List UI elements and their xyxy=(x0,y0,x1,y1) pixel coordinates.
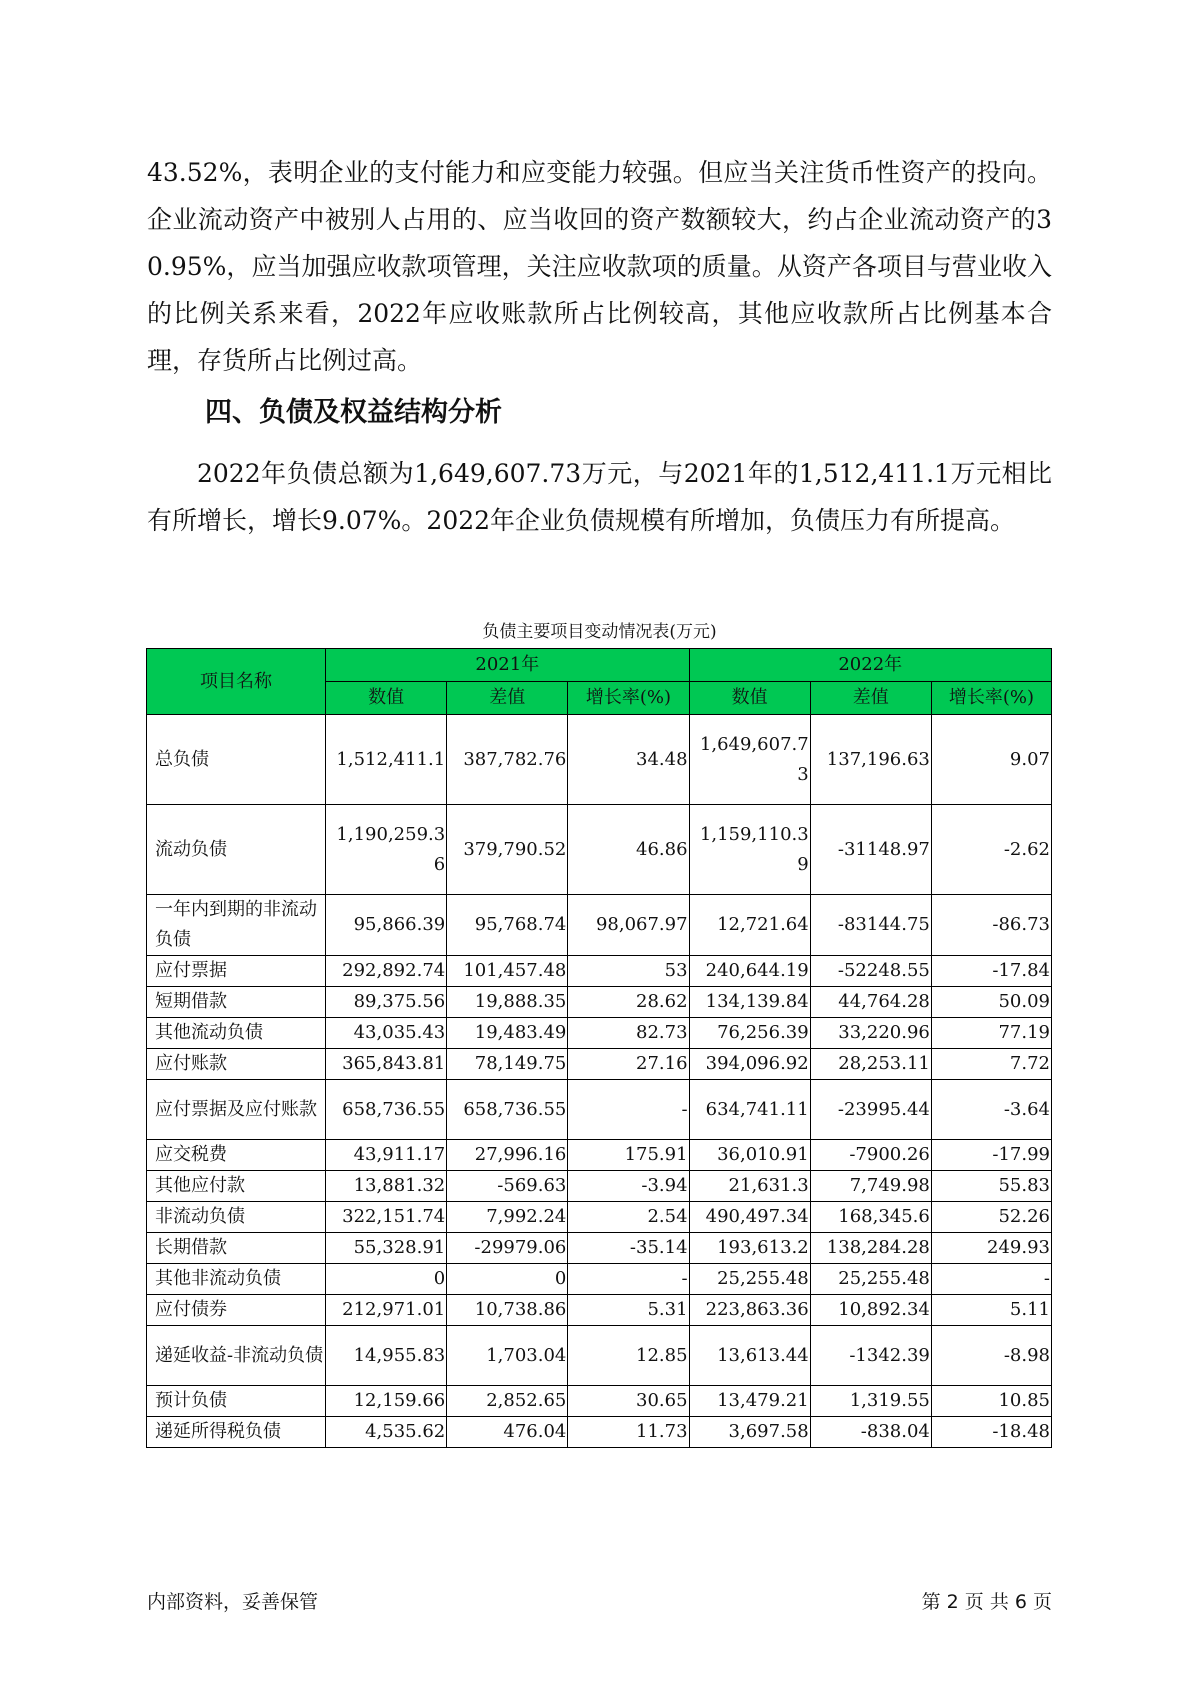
cell-diff-2022: 168,345.6 xyxy=(810,1202,931,1233)
cell-rate-2022: 52.26 xyxy=(931,1202,1051,1233)
cell-value-2021: 658,736.55 xyxy=(326,1080,447,1140)
row-item-name: 预计负债 xyxy=(147,1386,326,1417)
cell-value-2022: 193,613.2 xyxy=(689,1233,810,1264)
cell-value-2022: 1,159,110.39 xyxy=(689,805,810,895)
table-row xyxy=(147,1140,1052,1171)
cell-rate-2021: 30.65 xyxy=(568,1386,689,1417)
cell-rate-2022: -17.84 xyxy=(931,956,1051,987)
cell-diff-2022: -1342.39 xyxy=(810,1326,931,1386)
cell-rate-2021: 11.73 xyxy=(568,1417,689,1448)
table-row xyxy=(147,1049,1052,1080)
cell-value-2021: 1,512,411.1 xyxy=(326,715,447,805)
cell-value-2022: 223,863.36 xyxy=(689,1295,810,1326)
row-item-name: 递延所得税负债 xyxy=(147,1417,326,1448)
cell-rate-2021: 82.73 xyxy=(568,1018,689,1049)
cell-rate-2021: 46.86 xyxy=(568,805,689,895)
cell-rate-2022: 9.07 xyxy=(931,715,1051,805)
cell-rate-2021: 34.48 xyxy=(568,715,689,805)
table-header-row-years xyxy=(147,649,1052,682)
footer-confidential: 内部资料，妥善保管 xyxy=(147,1591,319,1613)
cell-rate-2021: - xyxy=(568,1264,689,1295)
cell-rate-2022: 249.93 xyxy=(931,1233,1051,1264)
table-row xyxy=(147,805,1052,895)
cell-diff-2021: 379,790.52 xyxy=(447,805,568,895)
cell-value-2022: 134,139.84 xyxy=(689,987,810,1018)
cell-value-2022: 240,644.19 xyxy=(689,956,810,987)
cell-value-2022: 13,479.21 xyxy=(689,1386,810,1417)
header-value-2022: 数值 xyxy=(689,682,810,715)
cell-diff-2021: 78,149.75 xyxy=(447,1049,568,1080)
cell-value-2022: 76,256.39 xyxy=(689,1018,810,1049)
cell-diff-2022: -31148.97 xyxy=(810,805,931,895)
cell-diff-2021: 2,852.65 xyxy=(447,1386,568,1417)
table-row xyxy=(147,1080,1052,1140)
header-year-2022: 2022年 xyxy=(689,649,1051,682)
cell-value-2022: 21,631.3 xyxy=(689,1171,810,1202)
cell-rate-2021: 175.91 xyxy=(568,1140,689,1171)
cell-value-2021: 322,151.74 xyxy=(326,1202,447,1233)
row-item-name: 应付票据 xyxy=(147,956,326,987)
cell-rate-2022: 77.19 xyxy=(931,1018,1051,1049)
cell-value-2022: 634,741.11 xyxy=(689,1080,810,1140)
table-body xyxy=(147,715,1052,1448)
cell-rate-2022: 5.11 xyxy=(931,1295,1051,1326)
cell-diff-2021: 0 xyxy=(447,1264,568,1295)
cell-value-2021: 43,911.17 xyxy=(326,1140,447,1171)
cell-value-2021: 43,035.43 xyxy=(326,1018,447,1049)
intro-paragraph: 43.52%，表明企业的支付能力和应变能力较强。但应当关注货币性资产的投向。企业流动资产中被别人占用的、应当收回的资产数额较大，约占企业流动资产的30.95%，应当加强应收款项管理，关注应收款项的质量。从资产各项目与营业收入的比例关系来看，2022年应收账款所占比例较高，其他应收款所占比例基本合理，存货所占比例过高。 xyxy=(147,158,1052,375)
table-caption: 负债主要项目变动情况表(万元) xyxy=(482,622,717,642)
cell-value-2021: 12,159.66 xyxy=(326,1386,447,1417)
table-row xyxy=(147,1202,1052,1233)
cell-diff-2022: 1,319.55 xyxy=(810,1386,931,1417)
row-item-name: 非流动负债 xyxy=(147,1202,326,1233)
row-item-name: 应付债券 xyxy=(147,1295,326,1326)
header-diff-2022: 差值 xyxy=(810,682,931,715)
cell-value-2022: 3,697.58 xyxy=(689,1417,810,1448)
cell-rate-2021: 98,067.97 xyxy=(568,895,689,956)
cell-diff-2022: 28,253.11 xyxy=(810,1049,931,1080)
cell-rate-2021: - xyxy=(568,1080,689,1140)
row-item-name: 应付票据及应付账款 xyxy=(147,1080,326,1140)
cell-rate-2022: -3.64 xyxy=(931,1080,1051,1140)
cell-value-2022: 13,613.44 xyxy=(689,1326,810,1386)
cell-value-2021: 55,328.91 xyxy=(326,1233,447,1264)
cell-rate-2022: - xyxy=(931,1264,1051,1295)
cell-diff-2022: 33,220.96 xyxy=(810,1018,931,1049)
header-rate-2021: 增长率(%) xyxy=(568,682,689,715)
row-item-name: 短期借款 xyxy=(147,987,326,1018)
cell-value-2021: 292,892.74 xyxy=(326,956,447,987)
cell-rate-2022: -86.73 xyxy=(931,895,1051,956)
footer-page-number: 第 2 页 共 6 页 xyxy=(921,1591,1052,1613)
cell-diff-2021: 658,736.55 xyxy=(447,1080,568,1140)
cell-diff-2022: -7900.26 xyxy=(810,1140,931,1171)
row-item-name: 长期借款 xyxy=(147,1233,326,1264)
cell-value-2021: 14,955.83 xyxy=(326,1326,447,1386)
cell-value-2021: 4,535.62 xyxy=(326,1417,447,1448)
table-row xyxy=(147,987,1052,1018)
cell-rate-2022: -17.99 xyxy=(931,1140,1051,1171)
table-row xyxy=(147,1233,1052,1264)
section-heading: 四、负债及权益结构分析 xyxy=(205,397,502,428)
cell-rate-2021: 53 xyxy=(568,956,689,987)
table-row xyxy=(147,1171,1052,1202)
cell-diff-2021: 10,738.86 xyxy=(447,1295,568,1326)
cell-value-2021: 0 xyxy=(326,1264,447,1295)
cell-rate-2022: -8.98 xyxy=(931,1326,1051,1386)
cell-value-2021: 212,971.01 xyxy=(326,1295,447,1326)
cell-diff-2022: -83144.75 xyxy=(810,895,931,956)
cell-value-2022: 1,649,607.73 xyxy=(689,715,810,805)
cell-diff-2022: 7,749.98 xyxy=(810,1171,931,1202)
cell-rate-2022: 7.72 xyxy=(931,1049,1051,1080)
cell-diff-2022: 44,764.28 xyxy=(810,987,931,1018)
cell-rate-2022: 50.09 xyxy=(931,987,1051,1018)
liabilities-table xyxy=(146,648,1052,1448)
row-item-name: 递延收益-非流动负债 xyxy=(147,1326,326,1386)
cell-diff-2022: 10,892.34 xyxy=(810,1295,931,1326)
cell-rate-2021: 5.31 xyxy=(568,1295,689,1326)
cell-diff-2021: 387,782.76 xyxy=(447,715,568,805)
cell-diff-2021: 19,483.49 xyxy=(447,1018,568,1049)
cell-rate-2021: 2.54 xyxy=(568,1202,689,1233)
cell-value-2021: 13,881.32 xyxy=(326,1171,447,1202)
cell-rate-2021: -3.94 xyxy=(568,1171,689,1202)
cell-diff-2022: -23995.44 xyxy=(810,1080,931,1140)
header-value-2021: 数值 xyxy=(326,682,447,715)
cell-diff-2022: -838.04 xyxy=(810,1417,931,1448)
cell-diff-2022: 138,284.28 xyxy=(810,1233,931,1264)
cell-rate-2022: 55.83 xyxy=(931,1171,1051,1202)
row-item-name: 总负债 xyxy=(147,715,326,805)
header-year-2021: 2021年 xyxy=(326,649,689,682)
header-diff-2021: 差值 xyxy=(447,682,568,715)
header-rate-2022: 增长率(%) xyxy=(931,682,1051,715)
cell-diff-2021: 19,888.35 xyxy=(447,987,568,1018)
cell-diff-2021: 101,457.48 xyxy=(447,956,568,987)
cell-rate-2021: 28.62 xyxy=(568,987,689,1018)
cell-diff-2022: 137,196.63 xyxy=(810,715,931,805)
cell-rate-2022: -2.62 xyxy=(931,805,1051,895)
table-row xyxy=(147,1386,1052,1417)
cell-diff-2021: 1,703.04 xyxy=(447,1326,568,1386)
row-item-name: 应付账款 xyxy=(147,1049,326,1080)
cell-rate-2022: -18.48 xyxy=(931,1417,1051,1448)
cell-value-2022: 490,497.34 xyxy=(689,1202,810,1233)
cell-diff-2021: -569.63 xyxy=(447,1171,568,1202)
cell-diff-2021: 95,768.74 xyxy=(447,895,568,956)
cell-value-2021: 89,375.56 xyxy=(326,987,447,1018)
row-item-name: 其他流动负债 xyxy=(147,1018,326,1049)
table-row xyxy=(147,1417,1052,1448)
cell-diff-2022: 25,255.48 xyxy=(810,1264,931,1295)
cell-value-2022: 25,255.48 xyxy=(689,1264,810,1295)
cell-value-2021: 95,866.39 xyxy=(326,895,447,956)
cell-value-2022: 394,096.92 xyxy=(689,1049,810,1080)
row-item-name: 其他非流动负债 xyxy=(147,1264,326,1295)
table-row xyxy=(147,895,1052,956)
cell-rate-2021: 27.16 xyxy=(568,1049,689,1080)
row-item-name: 其他应付款 xyxy=(147,1171,326,1202)
cell-rate-2021: 12.85 xyxy=(568,1326,689,1386)
cell-diff-2021: 27,996.16 xyxy=(447,1140,568,1171)
cell-value-2021: 365,843.81 xyxy=(326,1049,447,1080)
header-item-name: 项目名称 xyxy=(147,649,326,715)
table-row xyxy=(147,956,1052,987)
table-row xyxy=(147,1018,1052,1049)
cell-value-2022: 36,010.91 xyxy=(689,1140,810,1171)
cell-value-2022: 12,721.64 xyxy=(689,895,810,956)
cell-diff-2021: 476.04 xyxy=(447,1417,568,1448)
cell-diff-2021: -29979.06 xyxy=(447,1233,568,1264)
row-item-name: 流动负债 xyxy=(147,805,326,895)
cell-rate-2021: -35.14 xyxy=(568,1233,689,1264)
table-row xyxy=(147,1326,1052,1386)
cell-rate-2022: 10.85 xyxy=(931,1386,1051,1417)
row-item-name: 应交税费 xyxy=(147,1140,326,1171)
table-row xyxy=(147,1264,1052,1295)
table-row xyxy=(147,1295,1052,1326)
table-row xyxy=(147,715,1052,805)
cell-diff-2022: -52248.55 xyxy=(810,956,931,987)
row-item-name: 一年内到期的非流动负债 xyxy=(147,895,326,956)
cell-value-2021: 1,190,259.36 xyxy=(326,805,447,895)
summary-paragraph: 2022年负债总额为1,649,607.73万元，与2021年的1,512,411.1万元相比有所增长，增长9.07%。2022年企业负债规模有所增加，负债压力有所提高。 xyxy=(147,459,1052,535)
cell-diff-2021: 7,992.24 xyxy=(447,1202,568,1233)
